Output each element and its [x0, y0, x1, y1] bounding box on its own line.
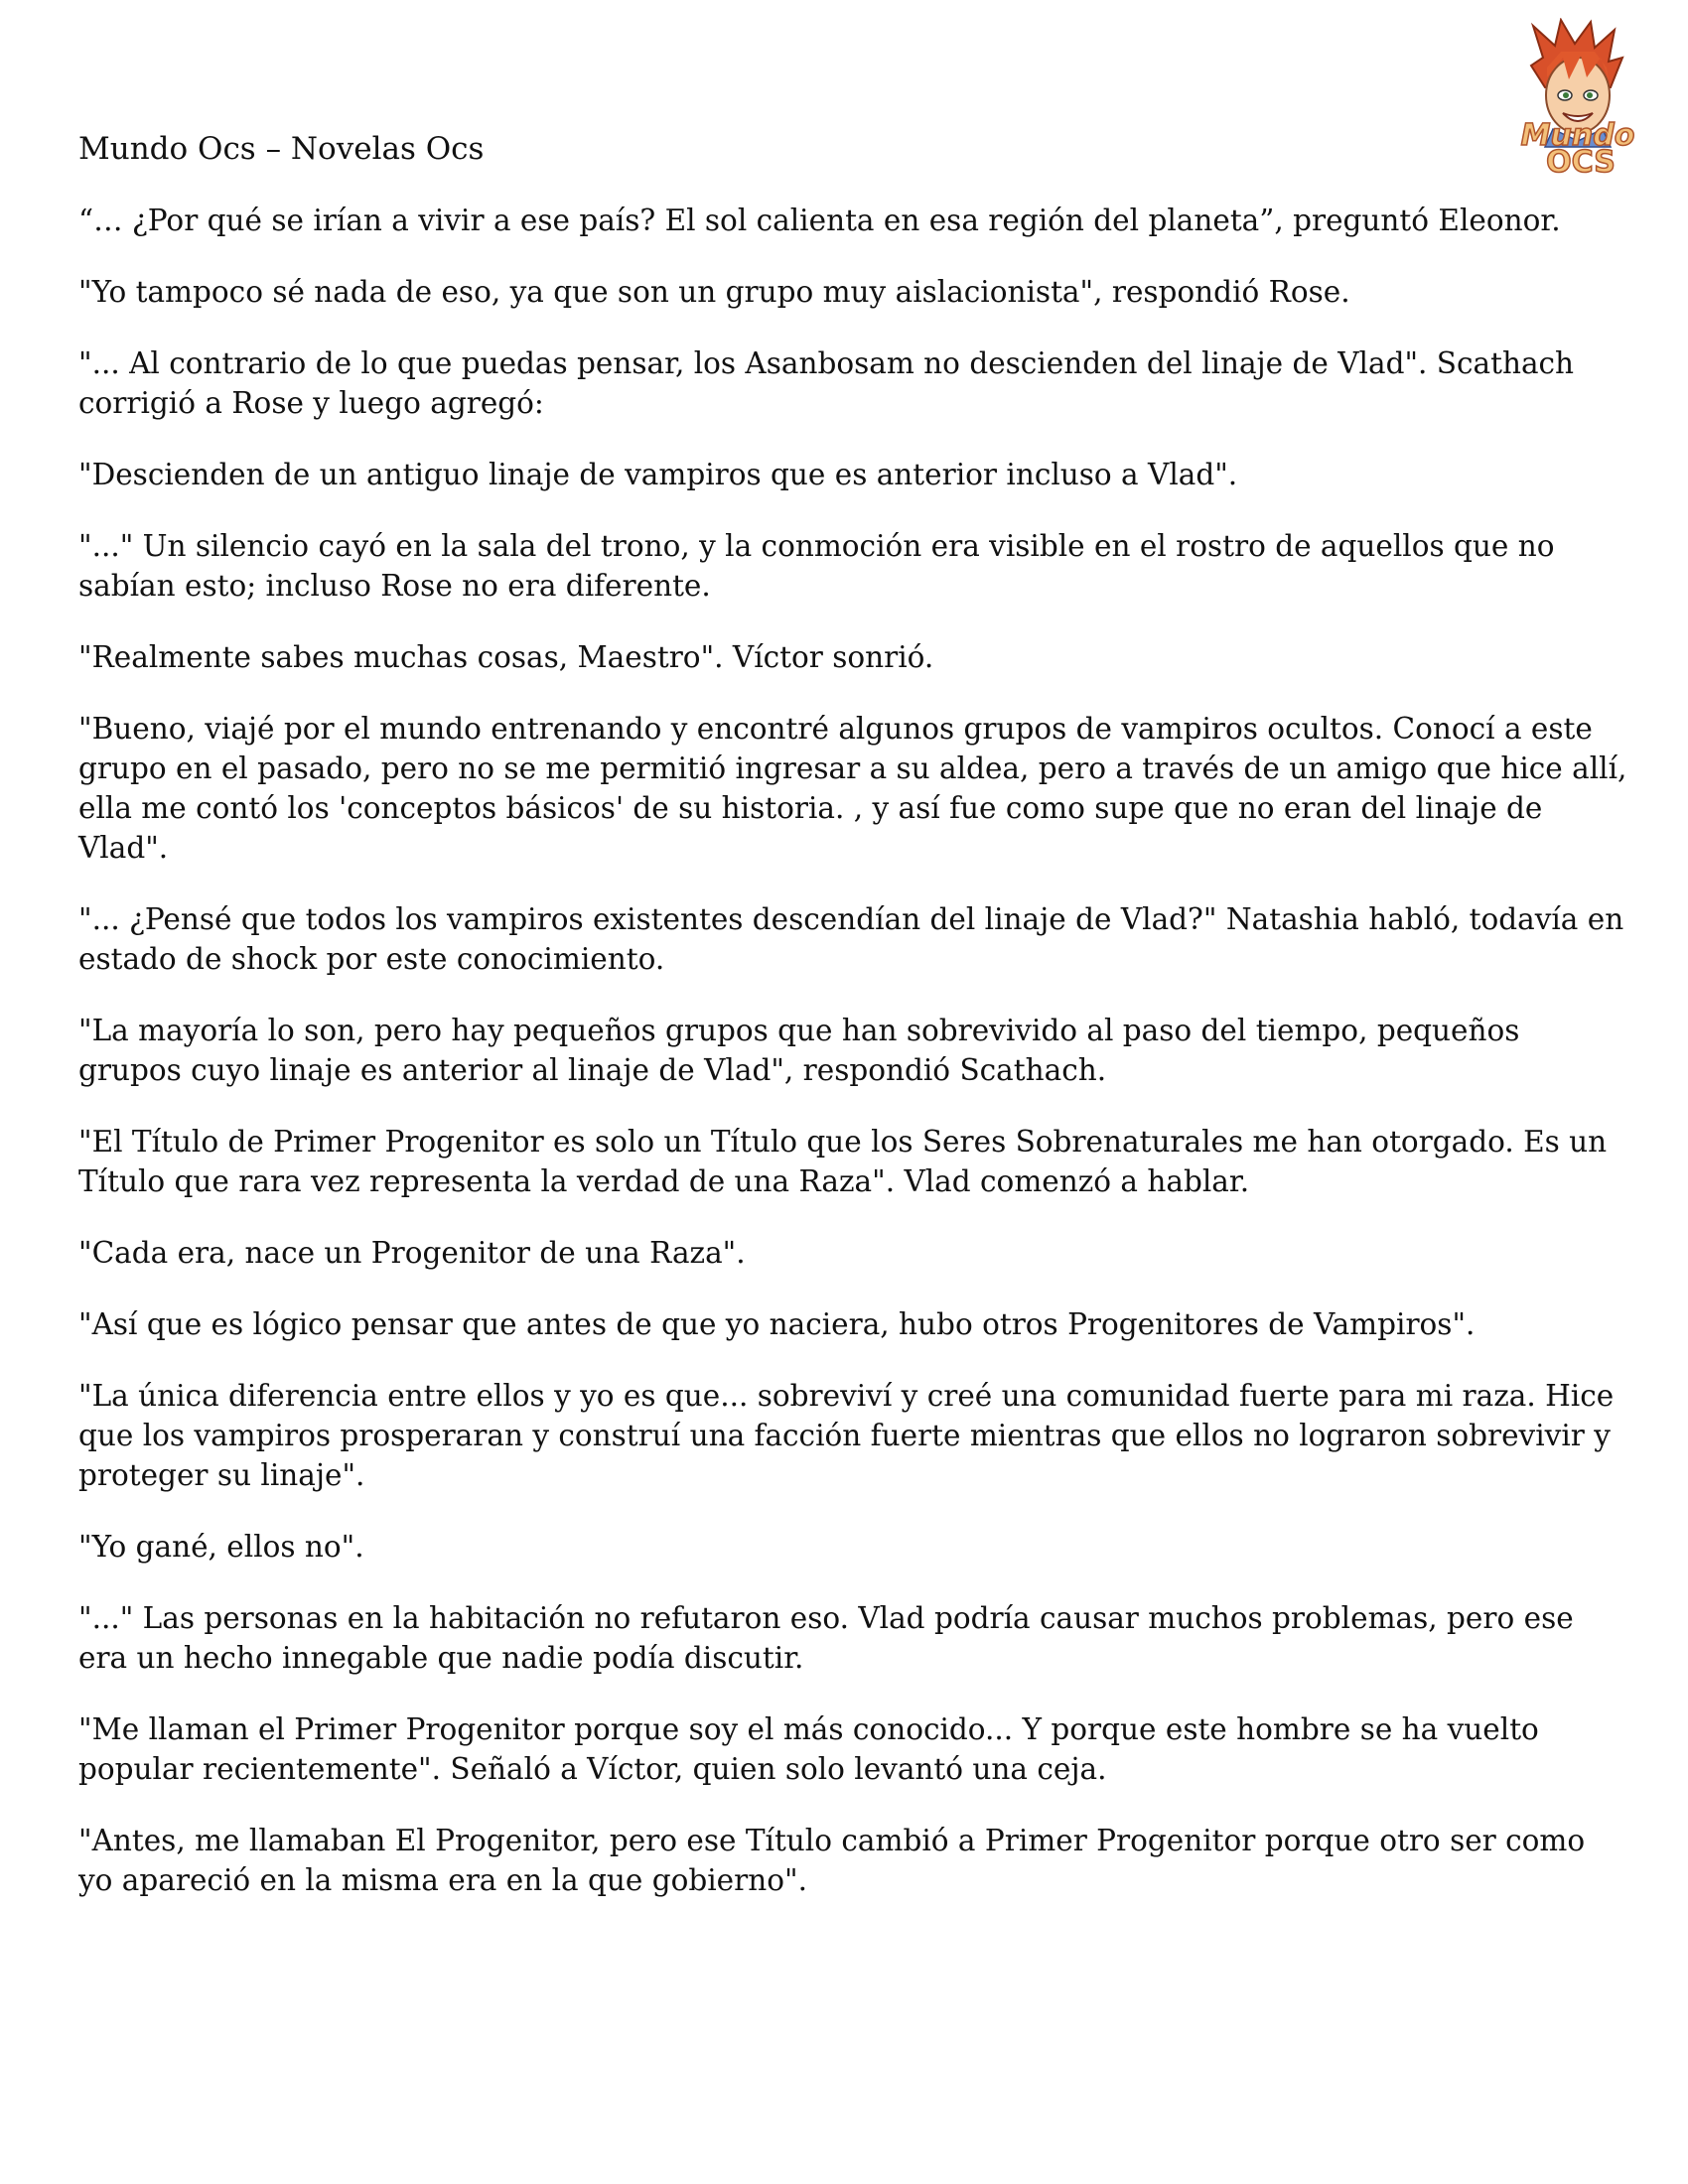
paragraph: "..." Las personas en la habitación no refutaron eso. Vlad podría causar muchos problemas, pero ese era un hecho innegable que nadie podía discutir. [78, 1601, 1574, 1675]
paragraph: "Realmente sabes muchas cosas, Maestro". Víctor sonrió. [78, 640, 934, 674]
paragraph: "El Título de Primer Progenitor es solo un Título que los Seres Sobrenaturales me han otorgado. Es un Título que rara vez representa la verdad de una Raza". Vlad comenzó a hablar. [78, 1125, 1608, 1198]
paragraph: "... Al contrario de lo que puedas pensar, los Asanbosam no descienden del linaje de Vlad". Scathach corrigió a Rose y luego agregó: [78, 346, 1575, 420]
paragraph: "... ¿Pensé que todos los vampiros existentes descendían del linaje de Vlad?" Natashia habló, todavía en estado de shock por este conocimiento. [78, 902, 1624, 976]
paragraph: "Antes, me llamaban El Progenitor, pero ese Título cambió a Primer Progenitor porque otro ser como yo apareció en la misma era en la que gobierno". [78, 1824, 1586, 1897]
paragraph: "La mayoría lo son, pero hay pequeños grupos que han sobrevivido al paso del tiempo, pequeños grupos cuyo linaje es anterior al linaje de Vlad", respondió Scathach. [78, 1014, 1520, 1087]
paragraph: "Cada era, nace un Progenitor de una Raza". [78, 1236, 746, 1270]
document-body [78, 201, 1627, 1932]
paragraph: “… ¿Por qué se irían a vivir a ese país? El sol calienta en esa región del planeta”, preguntó Eleonor. [78, 204, 1561, 237]
paragraph: "Descienden de un antiguo linaje de vampiros que es anterior incluso a Vlad". [78, 458, 1238, 491]
paragraph: "Así que es lógico pensar que antes de que yo naciera, hubo otros Progenitores de Vampiros". [78, 1307, 1476, 1341]
paragraph: "Me llaman el Primer Progenitor porque soy el más conocido... Y porque este hombre se ha vuelto popular recientemente". Señaló a Víctor, quien solo levantó una ceja. [78, 1712, 1539, 1786]
paragraph: "Bueno, viajé por el mundo entrenando y encontré algunos grupos de vampiros ocultos. Conocí a este grupo en el pasado, pero no se me permitió ingresar a su aldea, pero a través de un amigo que hice allí, ella me contó los 'conceptos básicos' de su historia. , y así fue como supe que no eran del linaje de Vlad". [78, 712, 1627, 865]
logo-mascot-icon [1503, 18, 1652, 177]
page-header-title: Mundo Ocs – Novelas Ocs [78, 131, 485, 167]
logo-text-line1: Mundo [1520, 118, 1635, 153]
paragraph: "Yo tampoco sé nada de eso, ya que son un grupo muy aislacionista", respondió Rose. [78, 275, 1350, 309]
mundo-ocs-logo [1503, 18, 1652, 177]
paragraph: "La única diferencia entre ellos y yo es que... sobreviví y creé una comunidad fuerte para mi raza. Hice que los vampiros prosperaran y construí una facción fuerte mientras que ellos no lograron sobrevivir y proteger su linaje". [78, 1379, 1615, 1492]
logo-text-line2: OCS [1546, 145, 1616, 177]
paragraph: "Yo gané, ellos no". [78, 1530, 364, 1564]
paragraph: "..." Un silencio cayó en la sala del trono, y la conmoción era visible en el rostro de aquellos que no sabían esto; incluso Rose no era diferente. [78, 529, 1555, 603]
